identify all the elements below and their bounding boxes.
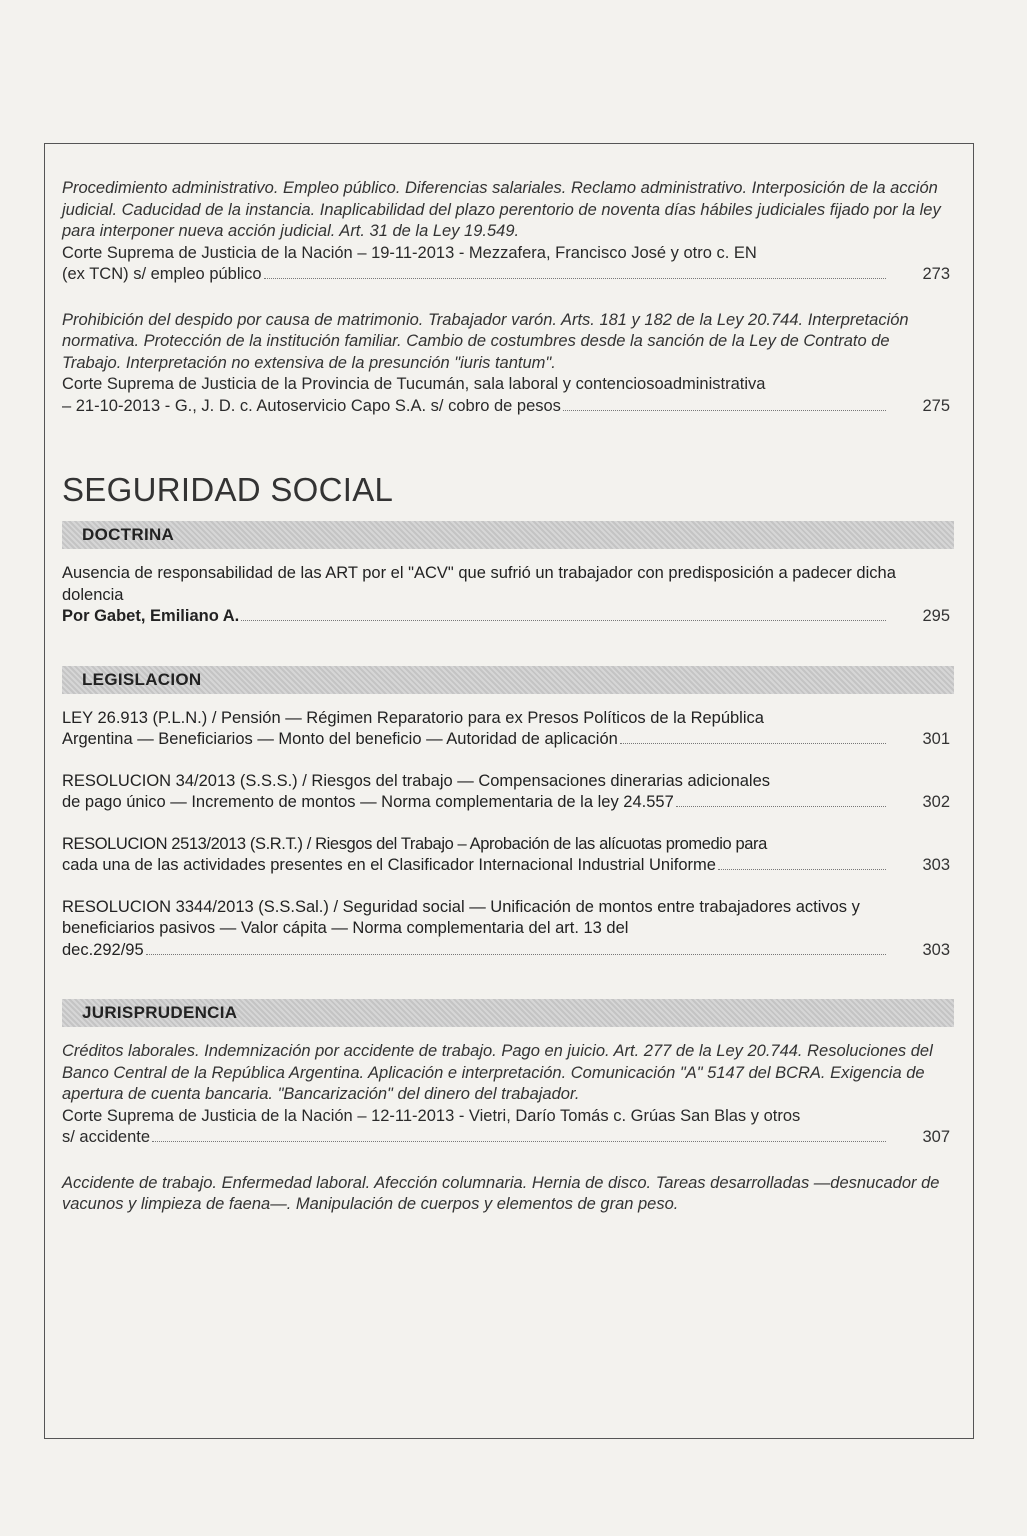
legislacion-line [62,940,950,962]
page-number: 301 [922,730,950,748]
entry-citation-end: s/ accidente [62,1128,151,1146]
dot-leader [146,954,886,955]
band-label: DOCTRINA [82,525,175,544]
band-label: JURISPRUDENCIA [82,1003,238,1022]
legislacion-entry [62,708,950,751]
page-number: 303 [922,856,950,874]
jurisprudencia-entry [62,1041,950,1149]
entry-citation: Corte Suprema de Justicia de la Provincia de Tucumán, sala laboral y contenciosoadministrativa [62,375,766,393]
legislacion-text-end: de pago único — Incremento de montos — Norma complementaria de la ley 24.557 [62,793,674,811]
entry-citation-end: (ex TCN) s/ empleo público [62,265,262,283]
dot-leader [563,410,886,411]
legislacion-text-end: Argentina — Beneficiarios — Monto del beneficio — Autoridad de aplicación [62,730,618,748]
page-number: 307 [922,1128,950,1146]
jurisprudencia-entry [62,1173,950,1216]
page-number: 303 [922,940,950,959]
entry-citation: Corte Suprema de Justicia de la Nación – 12-11-2013 - Vietri, Darío Tomás c. Grúas San Blas y otros [62,1106,801,1125]
dot-leader [718,869,886,870]
entry-citation-line [62,396,950,418]
entry-summary: Accidente de trabajo. Enfermedad laboral. Afección columnaria. Hernia de disco. Tareas desarrolladas —desnucador de vacunos y limpieza de faena—. Manipulación de cuerpos y elementos de gran peso. [62,1173,940,1213]
entry-summary: Créditos laborales. Indemnización por accidente de trabajo. Pago en juicio. Art. 277 de la Ley 20.744. Resoluciones del Banco Central de la República Argentina. Aplicación e interpretación. Comunicación "A" 5147 del BCRA. Exigencia de apertura de cuenta bancaria. "Bancarización" del dinero del trabajador. [62,1042,933,1103]
page-number: 302 [922,793,950,811]
legislacion-band [62,666,954,694]
doctrina-title: Ausencia de responsabilidad de las ART por el "ACV" que sufrió un trabajador con predisposición a padecer dicha dolencia [62,564,896,604]
dot-leader [152,1141,886,1142]
entry-citation: Corte Suprema de Justicia de la Nación – 19-11-2013 - Mezzafera, Francisco José y otro c. EN [62,243,757,262]
jurisprudencia-band [62,999,954,1027]
entry-summary: Prohibición del despido por causa de matrimonio. Trabajador varón. Arts. 181 y 182 de la Ley 20.744. Interpretación normativa. Protección de la institución familiar. Cambio de costumbres desde la sanción de la Ley de Contrato de Trabajo. Interpretación no extensiva de la presunción "iuris tantum". [62,310,909,372]
index-entry [62,178,950,286]
legislacion-line [62,792,950,814]
doctrina-band [62,521,954,549]
section-title: SEGURIDAD SOCIAL [62,471,394,508]
entry-citation-line [62,264,950,286]
page-number: 275 [922,396,950,415]
dot-leader [676,806,886,807]
index-entry [62,310,950,418]
entry-citation-line [62,1127,950,1149]
entry-citation-end: – 21-10-2013 - G., J. D. c. Autoservicio Capo S.A. s/ cobro de pesos [62,396,561,415]
legislacion-text: RESOLUCION 2513/2013 (S.R.T.) / Riesgos del Trabajo – Aprobación de las alícuotas promedio para [62,834,767,853]
doctrina-entry [62,563,950,628]
legislacion-text: RESOLUCION 3344/2013 (S.S.Sal.) / Seguridad social — Unificación de montos entre trabajadores activos y beneficiarios pasivos — Valor cápita — Norma complementaria del art. 13 del [62,897,860,937]
legislacion-text: RESOLUCION 34/2013 (S.S.S.) / Riesgos del trabajo — Compensaciones dinerarias adicionales [62,771,771,790]
legislacion-text-end: cada una de las actividades presentes en el Clasificador Internacional Industrial Uniforme [62,856,716,874]
legislacion-line [62,855,950,877]
legislacion-text-end: dec.292/95 [62,940,144,959]
doctrina-author-line [62,606,950,628]
dot-leader [620,743,886,744]
entry-summary: Procedimiento administrativo. Empleo público. Diferencias salariales. Reclamo administrativo. Interposición de la acción judicial. Caducidad de la instancia. Inaplicabilidad del plazo perentorio de noventa días hábiles judiciales fijado por la ley para interponer nueva acción judicial. Art. 31 de la Ley 19.549. [62,179,941,240]
legislacion-entry [62,834,950,877]
page-number: 295 [922,607,950,625]
dot-leader [264,278,886,279]
band-label: LEGISLACION [82,669,202,689]
page-number: 273 [922,265,950,283]
dot-leader [241,620,886,621]
legislacion-entry [62,897,950,962]
legislacion-line [62,729,950,751]
legislacion-text: LEY 26.913 (P.L.N.) / Pensión — Régimen Reparatorio para ex Presos Políticos de la República [62,708,764,727]
doctrina-author: Por Gabet, Emiliano A. [62,607,240,625]
index-content [62,178,950,1234]
legislacion-entry [62,771,950,814]
